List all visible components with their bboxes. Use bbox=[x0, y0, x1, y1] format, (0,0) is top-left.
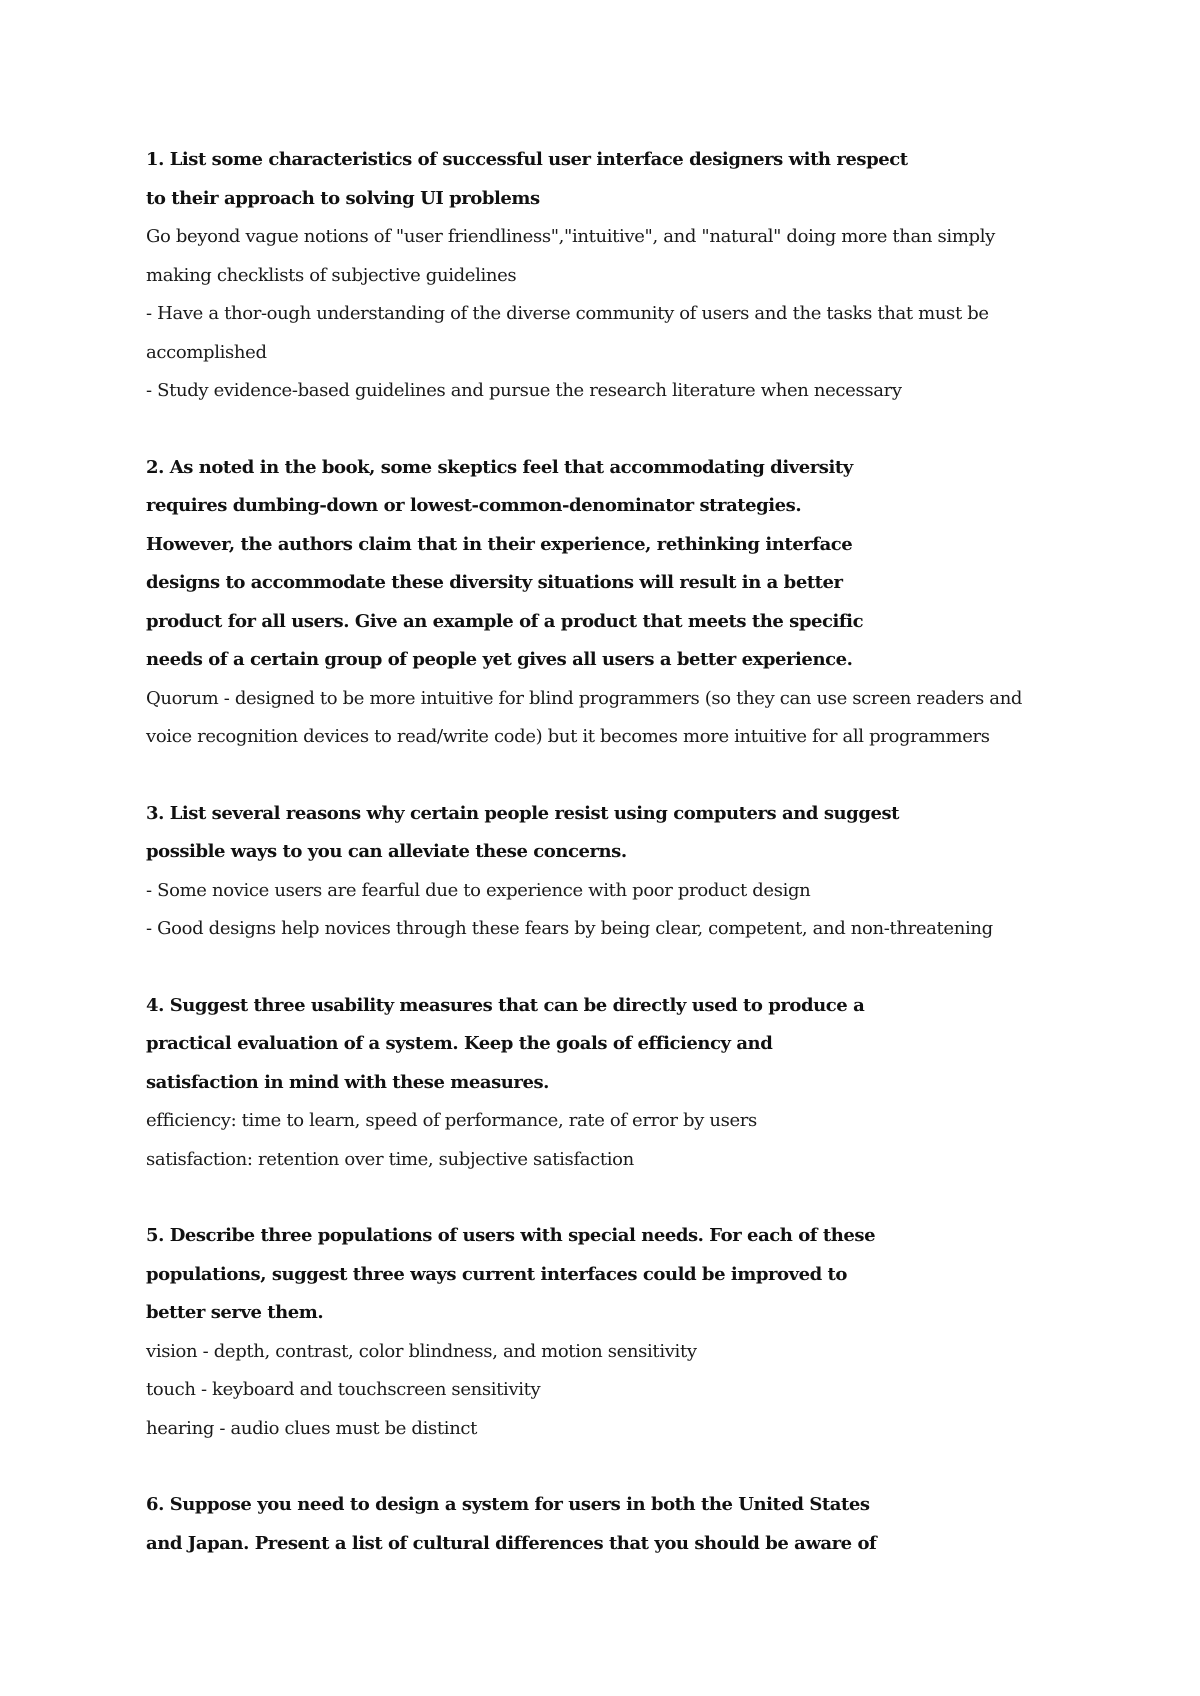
qa-section-5 bbox=[146, 1217, 1076, 1448]
qa-section-6 bbox=[146, 1486, 1076, 1563]
qa-section-2 bbox=[146, 449, 1076, 757]
answer-line: - Study evidence-based guidelines and pursue the research literature when necessary bbox=[146, 380, 902, 401]
answer-line: touch - keyboard and touchscreen sensitivity bbox=[146, 1379, 541, 1400]
question-line: 1. List some characteristics of successful user interface designers with respect bbox=[146, 149, 908, 170]
answer-line: hearing - audio clues must be distinct bbox=[146, 1417, 478, 1439]
answer-line: Quorum - designed to be more intuitive for blind programmers (so they can use screen readers and bbox=[146, 687, 1023, 709]
answer-line: accomplished bbox=[146, 341, 267, 363]
qa-section-3 bbox=[146, 795, 1076, 949]
question-line: populations, suggest three ways current interfaces could be improved to bbox=[146, 1263, 847, 1285]
answer-line: voice recognition devices to read/write code) but it becomes more intuitive for all programmers bbox=[146, 726, 990, 747]
question-line: practical evaluation of a system. Keep the goals of efficiency and bbox=[146, 1033, 773, 1054]
answer-line: Go beyond vague notions of "user friendliness","intuitive", and "natural" doing more than simply bbox=[146, 226, 995, 247]
question-line: designs to accommodate these diversity situations will result in a better bbox=[146, 572, 843, 593]
answer-line: vision - depth, contrast, color blindness, and motion sensitivity bbox=[146, 1340, 697, 1362]
question-line: 3. List several reasons why certain people resist using computers and suggest bbox=[146, 802, 899, 824]
question-line: product for all users. Give an example of a product that meets the specific bbox=[146, 610, 864, 632]
question-line: to their approach to solving UI problems bbox=[146, 187, 540, 209]
question-line: However, the authors claim that in their experience, rethinking interface bbox=[146, 533, 853, 555]
question-line: 2. As noted in the book, some skeptics feel that accommodating diversity bbox=[146, 456, 853, 478]
answer-line: - Some novice users are fearful due to experience with poor product design bbox=[146, 879, 811, 901]
answer-line: - Good designs help novices through these fears by being clear, competent, and non-threatening bbox=[146, 918, 993, 939]
question-line: requires dumbing-down or lowest-common-denominator strategies. bbox=[146, 495, 802, 516]
qa-section-1 bbox=[146, 141, 1076, 411]
document-body bbox=[146, 141, 1076, 1601]
qa-section-4 bbox=[146, 987, 1076, 1180]
answer-line: satisfaction: retention over time, subjective satisfaction bbox=[146, 1148, 634, 1170]
question-line: and Japan. Present a list of cultural differences that you should be aware of bbox=[146, 1532, 877, 1554]
answer-line: - Have a thor-ough understanding of the diverse community of users and the tasks that must be bbox=[146, 303, 989, 324]
question-line: needs of a certain group of people yet gives all users a better experience. bbox=[146, 649, 853, 670]
question-line: 5. Describe three populations of users with special needs. For each of these bbox=[146, 1225, 876, 1246]
question-line: 4. Suggest three usability measures that can be directly used to produce a bbox=[146, 994, 865, 1016]
question-line: satisfaction in mind with these measures. bbox=[146, 1071, 549, 1093]
question-line: possible ways to you can alleviate these concerns. bbox=[146, 841, 627, 862]
answer-line: efficiency: time to learn, speed of performance, rate of error by users bbox=[146, 1110, 757, 1131]
question-line: better serve them. bbox=[146, 1302, 324, 1323]
question-line: 6. Suppose you need to design a system for users in both the United States bbox=[146, 1494, 870, 1515]
answer-line: making checklists of subjective guidelines bbox=[146, 264, 517, 286]
